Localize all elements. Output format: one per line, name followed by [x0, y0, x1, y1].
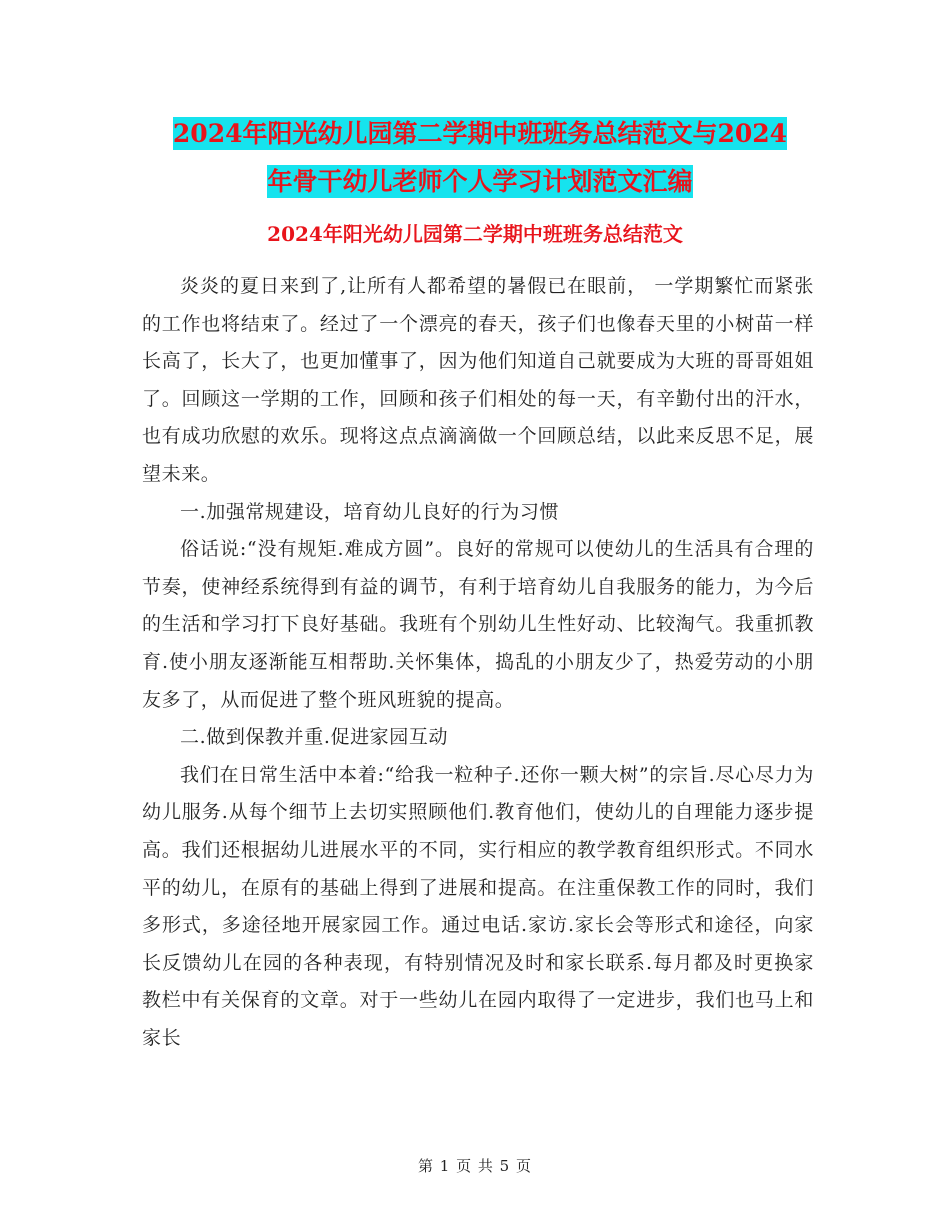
- intro-paragraph: 炎炎的夏日来到了,让所有人都希望的暑假已在眼前， 一学期繁忙而紧张的工作也将结束了。经过了一个漂亮的春天，孩子们也像春天里的小树苗一样长高了，长大了，也更加懂事了，因为他们知道自己就要成为大班的哥哥姐姐了。回顾这一学期的工作，回顾和孩子们相处的每一天，有辛勤付出的汗水，也有成功欣慰的欢乐。现将这点点滴滴做一个回顾总结，以此来反思不足，展望未来。: [142, 275, 814, 485]
- section-heading-1: 一.加强常规建设，培育幼儿良好的行为习惯: [180, 500, 560, 523]
- section-title: 2024年阳光幼儿园第二学期中班班务总结范文: [267, 222, 683, 246]
- document-body: [142, 268, 814, 1057]
- page-footer: 第 1 页 共 5 页: [418, 1157, 532, 1175]
- section-1-paragraph: 俗话说:“没有规矩.难成方圆”。良好的常规可以使幼儿的生活具有合理的节奏，使神经系统得到有益的调节，有利于培育幼儿自我服务的能力，为今后的生活和学习打下良好基础。我班有个别幼儿生性好动、比较淘气。我重抓教育.使小朋友逐渐能互相帮助.关怀集体，捣乱的小朋友少了，热爱劳动的小朋友多了，从而促进了整个班风班貌的提高。: [142, 538, 814, 711]
- title-line-2: 年骨干幼儿老师个人学习计划范文汇编: [267, 167, 693, 196]
- section-2-paragraph: 我们在日常生活中本着:“给我一粒种子.还你一颗大树”的宗旨.尽心尽力为幼儿服务.从每个细节上去切实照顾他们.教育他们，使幼儿的自理能力逐步提高。我们还根据幼儿进展水平的不同，实行相应的教学教育组织形式。不同水平的幼儿，在原有的基础上得到了进展和提高。在注重保教工作的同时，我们多形式，多途径地开展家园工作。通过电话.家访.家长会等形式和途径，向家长反馈幼儿在园的各种表现，有特别情况及时和家长联系.每月都及时更换家教栏中有关保育的文章。对于一些幼儿在园内取得了一定进步，我们也马上和家长: [142, 763, 814, 1049]
- document-title: [140, 110, 820, 206]
- section-heading-2: 二.做到保教并重.促进家园互动: [180, 726, 449, 749]
- title-line-1: 2024年阳光幼儿园第二学期中班班务总结范文与2024: [172, 119, 788, 148]
